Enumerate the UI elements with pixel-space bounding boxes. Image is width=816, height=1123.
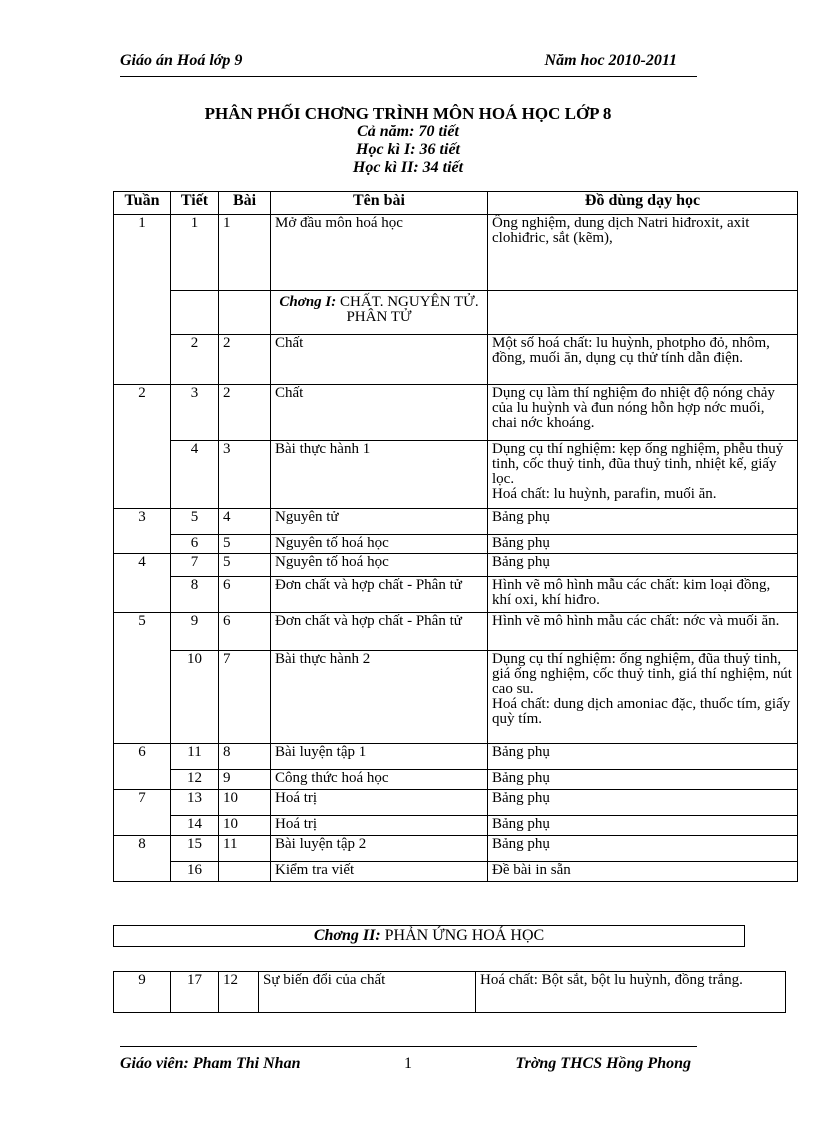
materials-cell: Ống nghiệm, dung dịch Natri hiđroxit, axit clohiđric, sắt (kẽm), — [488, 215, 798, 291]
table-row — [114, 577, 798, 613]
subtitle-term2: Học kì II: 34 tiết — [352, 159, 464, 176]
name-cell: Chất — [271, 335, 488, 385]
header-right: Năm hoc 2010-2011 — [544, 52, 677, 69]
lesson-cell: 10 — [219, 816, 271, 836]
materials-cell: Một số hoá chất: lu huỳnh, photpho đỏ, nhôm, đồng, muối ăn, dụng cụ thử tính dẫn điện. — [488, 335, 798, 385]
table-row — [114, 554, 798, 577]
lesson-cell — [219, 862, 271, 882]
lesson-cell: 3 — [219, 441, 271, 509]
chapter2-title: PHẢN ỨNG HOÁ HỌC — [384, 927, 545, 944]
period-cell: 9 — [171, 613, 219, 651]
period-cell: 2 — [171, 335, 219, 385]
subtitle-term1: Học kì I: 36 tiết — [356, 141, 460, 158]
materials-cell: Hoá chất: Bột sắt, bột lu huỳnh, đồng trắng. — [476, 972, 786, 1013]
table-row — [114, 215, 798, 291]
curriculum-table — [113, 191, 798, 882]
week-cell: 2 — [114, 385, 171, 509]
table-row — [114, 651, 798, 744]
col-materials-header: Đồ dùng dạy học — [488, 192, 798, 215]
name-cell: Bài thực hành 1 — [271, 441, 488, 509]
materials-cell: Đề bài in sẵn — [488, 862, 798, 882]
materials-cell: Bảng phụ — [488, 790, 798, 816]
period-cell: 14 — [171, 816, 219, 836]
lesson-cell: 4 — [219, 509, 271, 535]
col-week-header: Tuần — [114, 192, 171, 215]
period-cell: 5 — [171, 509, 219, 535]
week-cell: 8 — [114, 836, 171, 882]
name-cell: Chất — [271, 385, 488, 441]
materials-line: Dụng cụ thí nghiệm: ống nghiệm, đũa thuỷ tinh, giá ống nghiệm, cốc thuỷ tinh, giá thí nghiệm, nút cao su. — [492, 651, 792, 697]
lesson-cell: 12 — [219, 972, 259, 1013]
table-row — [114, 972, 786, 1013]
col-name-header: Tên bài — [271, 192, 488, 215]
period-cell: 15 — [171, 836, 219, 862]
table-row — [114, 744, 798, 770]
materials-cell: Bảng phụ — [488, 535, 798, 554]
week-cell: 4 — [114, 554, 171, 613]
name-cell: Kiểm tra viết — [271, 862, 488, 882]
name-cell: Bài luyện tập 1 — [271, 744, 488, 770]
materials-cell: Bảng phụ — [488, 816, 798, 836]
lesson-cell: 1 — [219, 215, 271, 291]
page-header — [120, 52, 697, 77]
page-number: 1 — [404, 1055, 412, 1072]
week-cell: 5 — [114, 613, 171, 744]
name-cell: Đơn chất và hợp chất - Phân tử — [271, 577, 488, 613]
materials-cell: Bảng phụ — [488, 770, 798, 790]
table-row — [114, 441, 798, 509]
page-title: PHÂN PHỐI CHƠNG TRÌNH MÔN HOÁ HỌC LỚP 8 — [204, 104, 612, 123]
page-footer — [120, 1046, 697, 1077]
name-cell: Hoá trị — [271, 816, 488, 836]
chapter2-heading — [113, 925, 745, 947]
lesson-cell: 7 — [219, 651, 271, 744]
period-cell: 1 — [171, 215, 219, 291]
name-cell: Bài luyện tập 2 — [271, 836, 488, 862]
chapter-label: Chơng I: — [279, 294, 337, 310]
week9-table — [113, 971, 786, 1013]
materials-cell: Bảng phụ — [488, 744, 798, 770]
table-row — [114, 790, 798, 816]
period-cell: 7 — [171, 554, 219, 577]
period-cell: 13 — [171, 790, 219, 816]
table-row — [114, 770, 798, 790]
period-cell: 3 — [171, 385, 219, 441]
lesson-cell: 6 — [219, 577, 271, 613]
table-row — [114, 816, 798, 836]
materials-cell: Bảng phụ — [488, 509, 798, 535]
col-period-header: Tiết — [171, 192, 219, 215]
subtitle-year: Cả năm: 70 tiết — [357, 123, 459, 140]
materials-line: Hoá chất: lu huỳnh, parafin, muối ăn. — [492, 486, 717, 502]
materials-cell: Bảng phụ — [488, 554, 798, 577]
materials-cell: Dụng cụ làm thí nghiệm đo nhiệt độ nóng chảy của lu huỳnh và đun nóng hỗn hợp nớc muối, chai nớc khoáng. — [488, 385, 798, 441]
lesson-cell: 2 — [219, 385, 271, 441]
period-cell: 17 — [171, 972, 219, 1013]
period-cell: 16 — [171, 862, 219, 882]
name-cell: Công thức hoá học — [271, 770, 488, 790]
chapter2-label: Chơng II: — [313, 927, 381, 944]
name-cell: Hoá trị — [271, 790, 488, 816]
table-row — [114, 385, 798, 441]
materials-line: Hoá chất: dung dịch amoniac đặc, thuốc tím, giấy quỳ tím. — [492, 696, 791, 727]
name-cell: Đơn chất và hợp chất - Phân tử — [271, 613, 488, 651]
week-cell: 1 — [114, 215, 171, 385]
period-cell: 10 — [171, 651, 219, 744]
lesson-cell: 5 — [219, 535, 271, 554]
lesson-cell: 8 — [219, 744, 271, 770]
name-cell: Sự biến đổi của chất — [259, 972, 476, 1013]
lesson-cell: 10 — [219, 790, 271, 816]
footer-school: Trờng THCS Hồng Phong — [515, 1055, 691, 1072]
name-cell: Mở đầu môn hoá học — [271, 215, 488, 291]
period-cell: 4 — [171, 441, 219, 509]
table-row — [114, 509, 798, 535]
footer-teacher: Giáo viên: Pham Thi Nhan — [120, 1055, 301, 1072]
period-cell: 6 — [171, 535, 219, 554]
week-cell: 3 — [114, 509, 171, 554]
table-row — [114, 535, 798, 554]
materials-line: Dụng cụ thí nghiệm: kẹp ống nghiệm, phễu thuỷ tinh, cốc thuỷ tinh, đũa thuỷ tinh, nhiệt kế, giấy lọc. — [492, 441, 784, 487]
lesson-cell: 6 — [219, 613, 271, 651]
name-cell: Nguyên tố hoá học — [271, 554, 488, 577]
lesson-cell: 5 — [219, 554, 271, 577]
materials-cell: Hình vẽ mô hình mẫu các chất: kim loại đồng, khí oxi, khí hiđro. — [488, 577, 798, 613]
week-cell: 6 — [114, 744, 171, 790]
chapter-cell — [271, 291, 488, 335]
period-cell: 8 — [171, 577, 219, 613]
lesson-cell: 9 — [219, 770, 271, 790]
week-cell: 7 — [114, 790, 171, 836]
lesson-cell: 11 — [219, 836, 271, 862]
name-cell: Bài thực hành 2 — [271, 651, 488, 744]
materials-cell — [488, 651, 798, 744]
materials-cell — [488, 441, 798, 509]
materials-cell: Hình vẽ mô hình mẫu các chất: nớc và muối ăn. — [488, 613, 798, 651]
header-left: Giáo án Hoá lớp 9 — [120, 52, 243, 69]
name-cell: Nguyên tố hoá học — [271, 535, 488, 554]
table-row — [114, 836, 798, 862]
chapter-row — [114, 291, 798, 335]
lesson-cell: 2 — [219, 335, 271, 385]
materials-cell: Bảng phụ — [488, 836, 798, 862]
table-row — [114, 862, 798, 882]
table-row — [114, 335, 798, 385]
table-row — [114, 613, 798, 651]
table-header-row — [114, 192, 798, 215]
period-cell: 12 — [171, 770, 219, 790]
name-cell: Nguyên tử — [271, 509, 488, 535]
period-cell: 11 — [171, 744, 219, 770]
week-cell: 9 — [114, 972, 171, 1013]
chapter-title: CHẤT. NGUYÊN TỬ. PHÂN TỬ — [340, 294, 479, 325]
col-lesson-header: Bài — [219, 192, 271, 215]
